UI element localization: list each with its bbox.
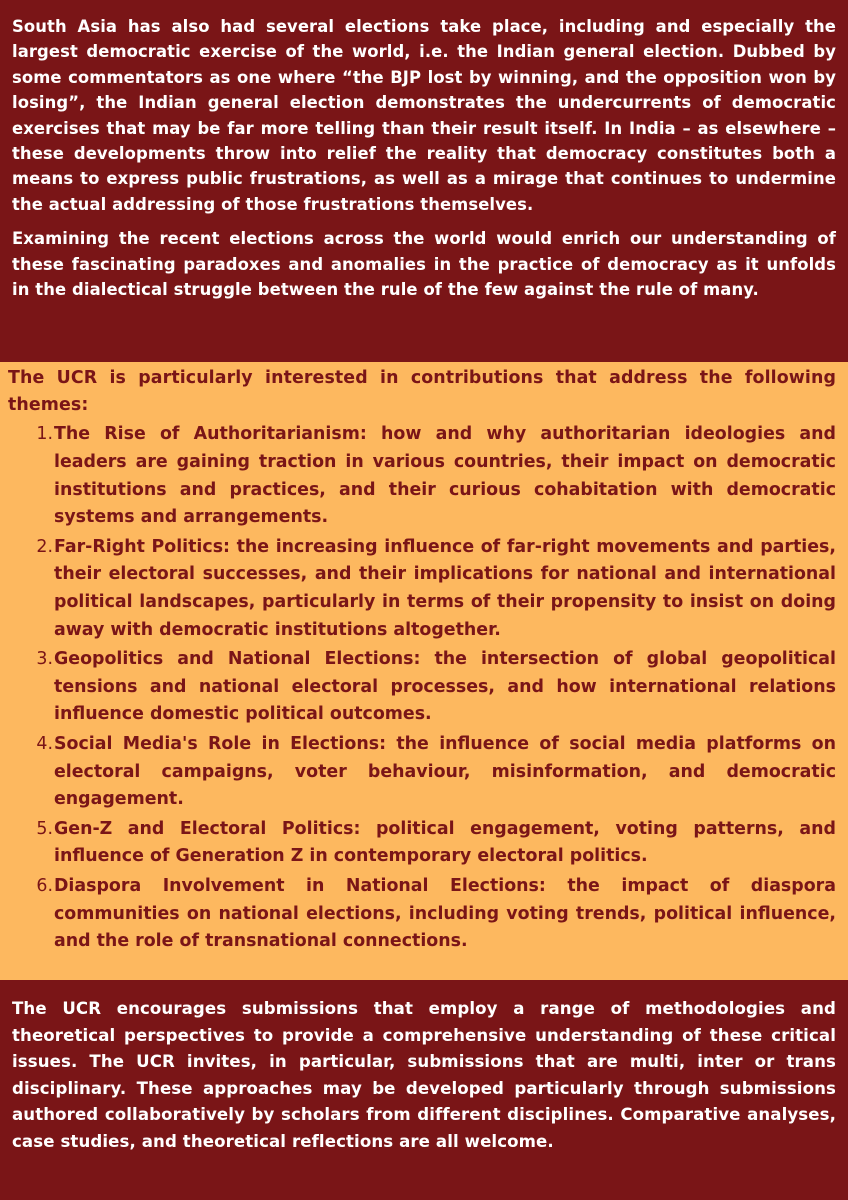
submissions-section [0, 980, 848, 1200]
theme-text: Geopolitics and National Elections: the intersection of global geopolitical tensions and national electoral processes, and how international relations influence domestic political outcomes. [54, 649, 836, 725]
theme-text: Far-Right Politics: the increasing influence of far-right movements and parties, their electoral successes, and their implications for national and international political landscapes, particularly in terms of their propensity to insist on doing away with democratic institutions altogether. [54, 536, 836, 640]
theme-item [8, 646, 836, 729]
theme-number: 2. [36, 536, 53, 557]
theme-item [8, 421, 836, 531]
theme-item [8, 873, 836, 956]
themes-list [8, 421, 836, 955]
theme-number: 1. [36, 424, 53, 445]
themes-intro: The UCR is particularly interested in contributions that address the following themes: [8, 368, 836, 416]
theme-item [8, 534, 836, 644]
theme-text: Diaspora Involvement in National Elections: the impact of diaspora communities on national elections, including voting trends, political influence, and the role of transnational connections. [54, 875, 836, 952]
theme-text: The Rise of Authoritarianism: how and why authoritarian ideologies and leaders are gaining traction in various countries, their impact on democratic institutions and practices, and their curious cohabitation with democratic systems and arrangements. [54, 424, 836, 528]
theme-number: 5. [36, 818, 53, 839]
intro-paragraph-south-asia: South Asia has also had several elections take place, including and especially the largest democratic exercise of the world, i.e. the Indian general election. Dubbed by some commentators as one where “the BJP lost by winning, and the opposition won by losing”, the Indian general election demonstrates the undercurrents of democratic exercises that may be far more telling than their result itself. In India – as elsewhere – these developments throw into relief the reality that democracy constitutes both a means to express public frustrations, as well as a mirage that continues to undermine the actual addressing of those frustrations themselves. [12, 17, 836, 214]
theme-number: 4. [36, 733, 53, 754]
theme-text: Social Media's Role in Elections: the influence of social media platforms on electoral campaigns, voter behaviour, misinformation, and democratic engagement. [54, 733, 836, 810]
theme-item [8, 731, 836, 814]
themes-section [0, 362, 848, 980]
theme-number: 6. [36, 875, 53, 896]
intro-section [0, 0, 848, 362]
intro-paragraph-examining: Examining the recent elections across the world would enrich our understanding of these fascinating paradoxes and anomalies in the practice of democracy as it unfolds in the dialectical struggle between the rule of the few against the rule of many. [12, 229, 836, 300]
submissions-paragraph: The UCR encourages submissions that employ a range of methodologies and theoretical perspectives to provide a comprehensive understanding of these critical issues. The UCR invites, in particular, submissions that are multi, inter or trans disciplinary. These approaches may be developed particularly through submissions authored collaboratively by scholars from different disciplines. Comparative analyses, case studies, and theoretical reflections are all welcome. [12, 999, 836, 1151]
theme-item [8, 816, 836, 871]
theme-number: 3. [36, 649, 53, 670]
theme-text: Gen-Z and Electoral Politics: political engagement, voting patterns, and influence of Generation Z in contemporary electoral politics. [54, 818, 836, 867]
